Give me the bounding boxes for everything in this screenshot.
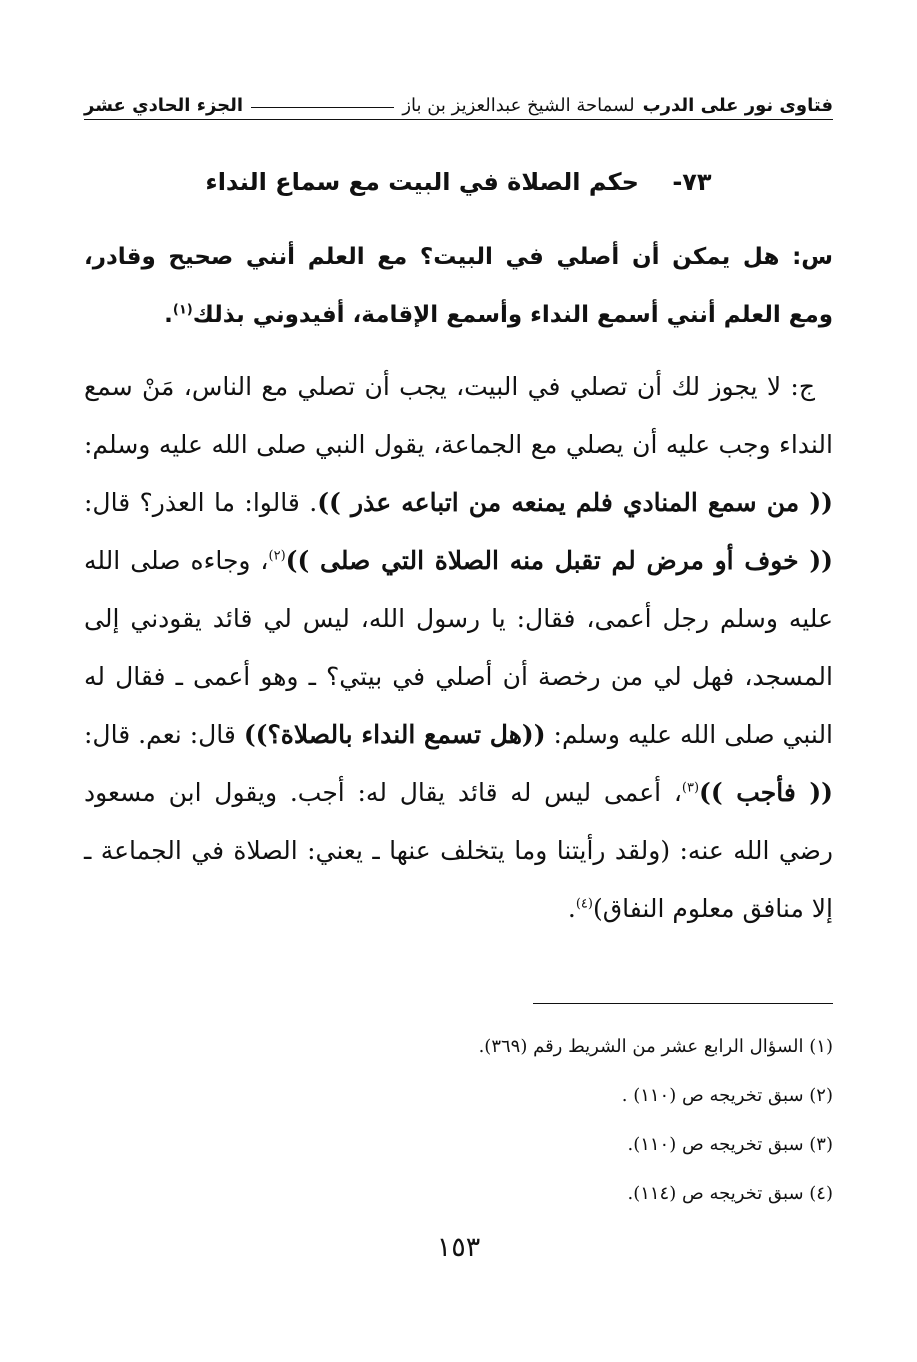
question-prefix: س: [792, 244, 834, 270]
footnote-2: (٢) سبق تخريجه ص (١١٠) . [621, 1085, 833, 1106]
answer-text-2: . قالوا: ما العذر؟ قال: [84, 488, 318, 517]
running-header [84, 80, 833, 116]
footnote-ref-2: (٢) [268, 548, 286, 564]
footnote-4: (٤) سبق تخريجه ص (١١٤). [627, 1183, 833, 1204]
header-dash [251, 107, 394, 108]
answer-text-4: قال: نعم. قال: [84, 720, 244, 749]
question-paragraph [84, 228, 833, 344]
footnote-3: (٣) سبق تخريجه ص (١١٠). [627, 1134, 833, 1155]
answer-paragraph [84, 358, 833, 938]
hadith-4: (( فأجب )) [699, 778, 833, 807]
header-author: لسماحة الشيخ عبدالعزيز بن باز [402, 95, 635, 116]
header-book-title: فتاوى نور على الدرب [642, 95, 833, 116]
answer-text-5: ، أعمى ليس له قائد يقال له: أجب. ويقول ابن مسعود رضي الله عنه: (ولقد رأيتنا وما يتخلف عنها ـ يعني: الصلاة في الجماعة ـ إلا منافق معلوم النفاق) [84, 778, 833, 923]
main-text [84, 228, 833, 938]
footnote-ref-1: (١) [172, 302, 193, 318]
hadith-3: ((هل تسمع النداء بالصلاة؟)) [243, 720, 546, 749]
header-volume: الجزء الحادي عشر [84, 95, 244, 116]
footnote-ref-4: (٤) [575, 896, 593, 912]
footnote-ref-3: (٣) [681, 780, 700, 796]
article-title [84, 168, 833, 196]
article-title-text: حكم الصلاة في البيت مع سماع النداء [205, 168, 639, 196]
question-text: هل يمكن أن أصلي في البيت؟ مع العلم أنني صحيح وقادر، ومع العلم أنني أسمع النداء وأسمع الإقامة، أفيدوني بذلك [84, 244, 833, 328]
page-number: ١٥٣ [436, 1232, 481, 1263]
answer-text-6: . [567, 894, 576, 923]
answer-text-3: ، وجاءه صلى الله عليه وسلم رجل أعمى، فقال: يا رسول الله، ليس لي قائد يقودني إلى المسجد، فهل لي من رخصة أن أصلي في بيتي؟ ـ وهو أعمى ـ فقال له النبي صلى الله عليه وسلم: [84, 546, 834, 749]
article-number: ٧٣- [672, 168, 712, 196]
hadith-2: (( خوف أو مرض لم تقبل منه الصلاة التي صلى )) [285, 546, 833, 575]
answer-text-1: ج: لا يجوز لك أن تصلي في البيت، يجب أن تصلي مع الناس، مَنْ سمع النداء وجب عليه أن يصلي مع الجماعة، يقول النبي صلى الله عليه وسلم: [84, 372, 833, 459]
question-end: . [164, 302, 173, 328]
hadith-1: (( من سمع المنادي فلم يمنعه من اتباعه عذر )) [317, 488, 833, 517]
footnotes [84, 1022, 833, 1218]
footnote-rule [533, 1003, 833, 1004]
footnote-1: (١) السؤال الرابع عشر من الشريط رقم (٣٦٩). [478, 1036, 833, 1057]
header-rule [84, 119, 833, 120]
